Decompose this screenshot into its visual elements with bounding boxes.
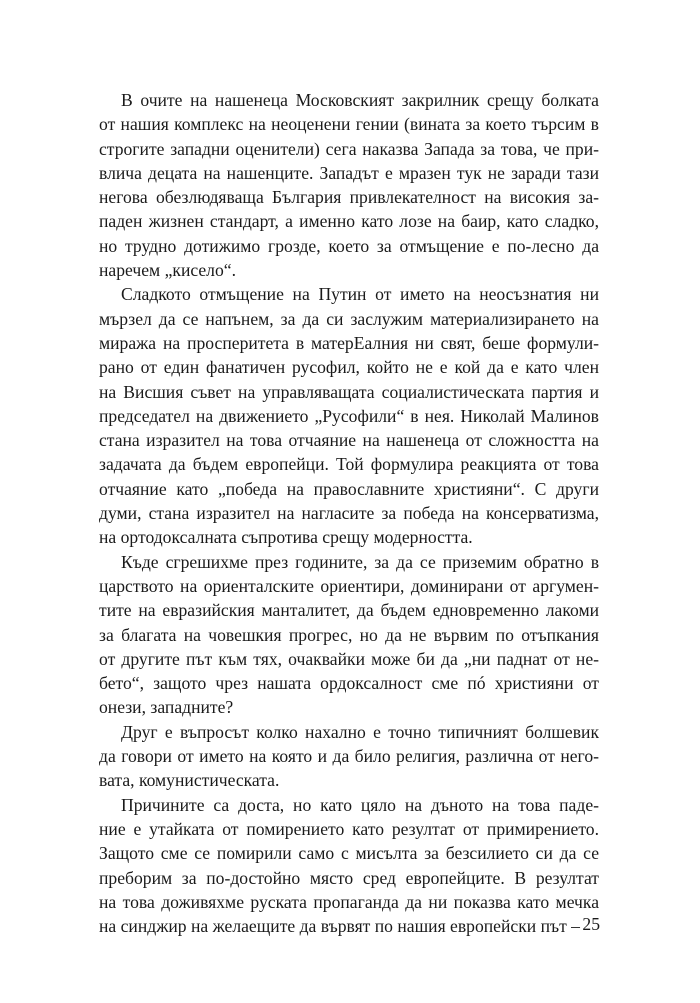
text-line: Друг е въпросът колко нахално е точно типичният болшевик bbox=[121, 721, 599, 742]
text-line: бето“, защото чрез нашата ордоксалност сме пó християни от bbox=[99, 673, 599, 694]
text-line: вата, комунистическата. bbox=[99, 770, 280, 791]
text-line: Причините са доста, но като цяло на дъното на това паде- bbox=[121, 794, 599, 815]
text-line: онези, западните? bbox=[99, 697, 234, 718]
text-line: влича децата на нашенците. Западът е мразен тук не заради тази bbox=[99, 162, 599, 183]
text-line: тите на евразийския манталитет, да бъдем едновременно лакоми bbox=[99, 600, 599, 621]
text-line: преборим за по-достойно място сред европейците. В резултат bbox=[99, 867, 599, 888]
text-line: председател на движението „Русофили“ в нея. Николай Малинов bbox=[99, 405, 599, 426]
text-line: Къде сгрешихме през годините, за да се приземим обратно в bbox=[121, 551, 599, 572]
text-line: паден жизнен стандарт, а именно като лозе на баир, като сладко, bbox=[99, 211, 599, 232]
text-line: отчаяние като „победа на православните християни“. С други bbox=[99, 478, 599, 499]
text-line: но трудно дотижимо грозде, което за отмъщение е по-лесно да bbox=[99, 235, 599, 256]
text-line: мързел да се напънем, за да си заслужим материализирането на bbox=[99, 308, 599, 329]
text-line: от нашия комплекс на неоценени гении (вината за което търсим в bbox=[99, 114, 599, 135]
text-line: да говори от името на която и да било религия, различна от него- bbox=[99, 746, 599, 767]
paragraph bbox=[99, 550, 599, 720]
text-line: Защото сме се помирили само с мисълта за безсилието си да се bbox=[99, 843, 599, 864]
body-text bbox=[99, 88, 599, 938]
text-line: за благата на човешкия прогрес, но да не вървим по отъпкания bbox=[99, 624, 599, 645]
page-number: 25 bbox=[582, 914, 600, 934]
text-line: Сладкото отмъщение на Путин от името на неосъзнатия ни bbox=[121, 284, 599, 305]
text-line: стана изразител на това отчаяние на нашенеца от сложността на bbox=[99, 430, 599, 451]
paragraph bbox=[99, 88, 599, 282]
text-line: на Висшия съвет на управляващата социалистическата партия и bbox=[99, 381, 599, 402]
text-line: на синджир на желаещите да вървят по нашия европейски път – bbox=[99, 916, 580, 937]
paragraph bbox=[99, 720, 599, 793]
text-line: думи, стана изразител на нагласите за победа на консерватизма, bbox=[99, 503, 599, 524]
paragraph bbox=[99, 793, 599, 939]
text-line: царството на ориенталските ориентири, доминирани от аргумен- bbox=[99, 575, 599, 596]
text-line: задачата да бъдем европейци. Той формулира реакцията от това bbox=[99, 454, 599, 475]
text-line: на това доживяхме руската пропаганда да ни показва като мечка bbox=[99, 891, 599, 912]
text-line: рано от един фанатичен русофил, който не е кой да е като член bbox=[99, 357, 599, 378]
text-line: наречем „кисело“. bbox=[99, 260, 236, 281]
text-line: миража на просперитета в матерЕалния ни свят, беше формули- bbox=[99, 332, 599, 353]
text-line: В очите на нашенеца Московският закрилник срещу болката bbox=[121, 90, 599, 110]
text-line: негова обезлюдяваща България привлекателност на високия за- bbox=[99, 187, 599, 208]
text-line: на ортодоксалната съпротива срещу модерността. bbox=[99, 527, 473, 548]
paragraph bbox=[99, 282, 599, 549]
text-line: от другите път към тях, очаквайки може би да „ни паднат от не- bbox=[99, 648, 599, 669]
text-line: строгите западни оценители) сега наказва Запада за това, че при- bbox=[99, 138, 599, 159]
text-line: ние е утайката от помирението като резултат от примирението. bbox=[99, 818, 599, 839]
